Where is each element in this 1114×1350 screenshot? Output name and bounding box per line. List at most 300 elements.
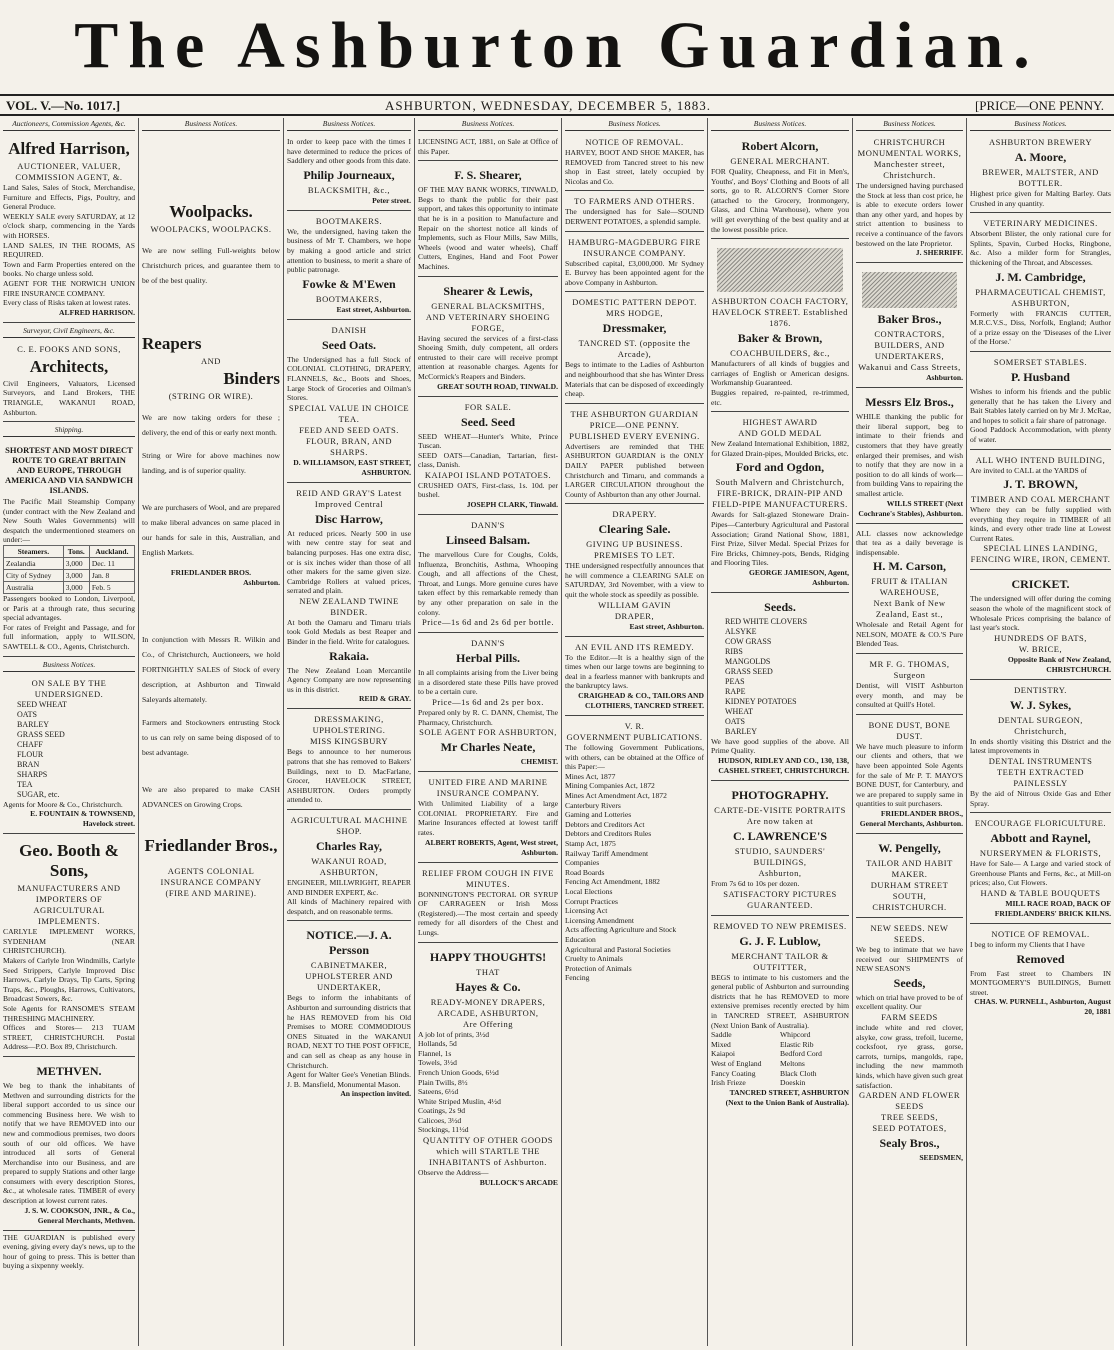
ad-body: The Pacific Mail Steamship Company (under contract with the New Zealand and New South Wales Governments) will despatch the undermentioned steamers on under:— <box>3 497 135 545</box>
ad-body: Have for Sale— A Large and varied stock of Greenhouse Plants and Ferns, &c., at Mill-on prices; also, Cut Flowers. <box>970 859 1111 888</box>
ad-subtitle: Are Offering <box>463 1018 513 1029</box>
ad-subtitle: Wakanui and Cass Streets, <box>858 362 961 373</box>
column-header: Business Notices. <box>565 118 704 131</box>
ad-subtitle: PREMISES TO LET. <box>594 550 675 561</box>
list-item: Elastic Rib <box>780 1039 814 1049</box>
ad-subtitle: TANCRED ST. (opposite the Arcade), <box>578 338 691 360</box>
column-7 <box>853 118 967 1346</box>
ad-subtitle: CABINETMAKER, UPHOLSTERER AND UNDERTAKER, <box>305 960 393 993</box>
ad-brown <box>970 452 1111 571</box>
ad-title: Seed. Seed <box>461 414 515 429</box>
list-item: Irish Frieze <box>711 1078 746 1088</box>
ad-body: The undersigned has for Sale—SOUND DERWENT POTATOES, a splendid sample. <box>565 207 704 226</box>
ad-gavin <box>565 506 704 636</box>
column-header: Business Notices. <box>287 118 411 131</box>
ad-seed <box>418 399 558 516</box>
table-cell: City of Sydney <box>4 570 64 582</box>
table-cell: Feb. 5 <box>89 582 134 594</box>
ad-united <box>418 774 558 862</box>
ad-title: Abbott and Raynel, <box>990 831 1091 846</box>
ad-body: The marvellous Cure for Coughs, Colds, Influenza, Bronchitis, Asthma, Whooping Cough, and all affections of the Chest, Throat, and Lungs. More genuine cures have taken effect by this remarkable remedy than by any other preparation on sale in the colony. <box>418 550 558 617</box>
ad-body: By the aid of Nitrous Oxide Gas and Ether Spray. <box>970 789 1111 808</box>
ad-subtitle: CONTRACTORS, BUILDERS, AND UNDERTAKERS, <box>874 329 945 362</box>
ad-body: At reduced prices. Nearly 500 in use with new centre stay for seat and balancing purposes. Has one extra disc, or is six inches wider than those of all other makers for the same given size. Cambridge Rollers at valued prices, serrated and plain. <box>287 528 411 596</box>
ad-body: Manufacturers of all kinds of buggies and carriages of English or American designs. Workmanship Guaranteed. <box>711 359 849 388</box>
ad-body: Are invited to CALL at the YARDS of <box>970 465 1087 475</box>
ad-title: NOTICE OF REMOVAL. <box>585 137 684 147</box>
list-item: Flannel, 1s <box>418 1048 452 1058</box>
ad-body: CRUSHED OATS, First-class, 1s. 10d. per bushel. <box>418 480 558 500</box>
ad-body: Agents for Moore & Co., Christchurch. <box>3 799 123 809</box>
ad-signature: CRAIGHEAD & CO., TAILORS AND CLOTHIERS, TANCRED STREET. <box>578 691 704 711</box>
ad-subtitle: CARTE-DE-VISITE PORTRAITS <box>714 805 846 816</box>
list-item: Hollands, 5d <box>418 1039 457 1049</box>
table-cell: Zealandia <box>4 558 64 570</box>
table-row <box>4 582 135 594</box>
column-5 <box>562 118 708 1346</box>
ad-subtitle: MISS KINGSBURY <box>309 736 389 747</box>
ad-title: Seeds. <box>764 599 796 614</box>
lublow-list-right <box>780 1030 849 1088</box>
ad-subtitle: DURHAM STREET SOUTH, CHRISTCHURCH. <box>870 880 949 912</box>
ad-subtitle: QUANTITY OF OTHER GOODS which will STARTLE THE INHABITANTS of Ashburton. <box>423 1135 553 1168</box>
ad-seeds <box>711 595 849 781</box>
ad-body: Begs to announce to her numerous patrons that she has removed to Bakers' Buildings, next to D. MacFarlane, Grocer, HAVELOCK STREET, ASHBURTON. Orders promptly attended to. <box>287 747 411 805</box>
ad-subtitle: COACHBUILDERS, &c., <box>730 348 830 359</box>
ad-body: CARLYLE IMPLEMENT WORKS, SYDENHAM (NEAR CHRISTCHURCH). <box>3 927 135 956</box>
ad-body: HARVEY, BOOT AND SHOE MAKER, has REMOVED from Tancred street to his new shop in East street, lately occupied by Nicolas and Co. <box>565 148 704 186</box>
ad-cricket <box>970 572 1111 679</box>
ad-signature: An inspection invited. <box>340 1089 411 1099</box>
ad-subtitle: (FIRE AND MARINE). <box>165 888 257 898</box>
list-item: Saddle <box>711 1030 732 1040</box>
ad-body: Wishes to inform his friends and the public generally that he has taken the Livery and Bait Stables lately carried on by Mr J. McRae, and hopes to solicit a fair share of patronage. <box>970 386 1111 425</box>
ad-body: From 7s 6d to 10s per dozen. <box>711 879 800 889</box>
ad-hayes <box>418 945 558 1192</box>
ad-lublow <box>711 918 849 1112</box>
ad-subtitle: SPECIAL VALUE IN CHOICE TEA. <box>288 402 410 424</box>
list-item: Whipcord <box>780 1030 811 1040</box>
column-header: Auctioneers, Commission Agents, &c. <box>3 118 135 131</box>
ad-subtitle: PUBLISHED EVERY EVENING. <box>569 430 700 441</box>
ad-body: LICENSING ACT, 1881, on Sale at Office of this Paper. <box>418 137 558 156</box>
ad-title: METHVEN. <box>36 1063 102 1078</box>
ad-body: Civil Engineers, Valuators, Licensed Surveyors, and Land Brokers, THE TRIANGLE, WAKANUI ROAD, Ashburton. <box>3 378 135 417</box>
list-item: Meltons <box>780 1059 805 1068</box>
ad-body: SEED WHEAT—Hunter's White, Prince Tuscan. <box>418 431 558 451</box>
list-item: Licensing Amendment <box>565 915 634 925</box>
ad-body: All kinds of Machinery repaired with despatch, and on reasonable terms. <box>287 897 411 916</box>
list-item: PEAS <box>725 676 745 686</box>
ad-subtitle: MANUFACTURERS AND IMPORTERS OF AGRICULTURAL IMPLEMENTS. <box>17 883 121 927</box>
list-item: Education <box>565 934 596 944</box>
table-cell: Australia <box>4 582 64 594</box>
ad-subtitle: GIVING UP BUSINESS. <box>586 539 683 550</box>
ad-body: I beg to inform my Clients that I have <box>970 940 1085 949</box>
ad-title: Reapers <box>142 334 202 353</box>
ad-title: NOTICE OF REMOVAL. <box>991 929 1090 939</box>
ad-thomas <box>856 656 963 715</box>
ad-title: P. Husband <box>1011 369 1070 384</box>
ad-title: Clearing Sale. <box>598 522 671 537</box>
list-item: Mixed <box>711 1039 731 1049</box>
list-item: Debtors and Creditors Rules <box>565 829 652 839</box>
place-date: ASHBURTON, WEDNESDAY, DECEMBER 5, 1883. <box>385 98 711 113</box>
ad-subtitle: AUCTIONEER, VALUER, COMMISSION AGENT, &. <box>15 161 123 182</box>
ad-body: The following Government Publications, with others, can be obtained at the Office of this Paper:— <box>565 743 704 772</box>
ad-sykes <box>970 682 1111 813</box>
ad-title: HAMBURG-MAGDEBURG FIRE INSURANCE COMPANY. <box>568 236 701 258</box>
ad-title: GOVERNMENT PUBLICATIONS. <box>566 732 703 743</box>
ad-subtitle: Are now taken at <box>746 816 814 827</box>
ad-signature: JOSEPH CLARK, Tinwald. <box>466 500 558 510</box>
ad-elz <box>856 390 963 523</box>
ad-title: Friedlander Bros., <box>144 836 278 855</box>
column-header: Business Notices. <box>970 118 1111 131</box>
ad-body: OF THE MAY BANK WORKS, TINWALD, Begs to thank the public for their past support, and takes this opportunity to intimate that he is in a position to Manufacture and Repair on the shortest notice all kinds of Implements, such as Flour Mills, Saw Mills, Wheels (wood and water wheels), Chaff Cutters, Engines, Hand and Foot Power Machines. <box>418 185 558 271</box>
ad-title: H. M. Carson, <box>873 559 946 574</box>
ad-subtitle: TREE SEEDS, <box>881 1112 938 1123</box>
ad-subtitle: KAIAPOI ISLAND POTATOES. <box>424 469 552 480</box>
ad-body: which on trial have proved to be of excellent quality. Our <box>856 992 963 1012</box>
ad-body: Buggies repaired, re-painted, re-trimmed, etc. <box>711 387 849 407</box>
list-item: Corrupt Practices <box>565 896 618 906</box>
ad-body: For rates of Freight and Passage, and for full information, apply to WILSON, SAWTELL & CO., Agents, Christchurch. <box>3 622 135 652</box>
ad-subtitle: AND <box>201 356 221 366</box>
ad-title: ON SALE BY THE UNDERSIGNED. <box>31 677 107 699</box>
column-3 <box>284 118 415 1346</box>
list-item: GRASS SEED <box>725 666 773 676</box>
ad-body: AGENT FOR THE NORWICH UNION FIRE INSURANCE COMPANY. <box>3 278 135 298</box>
ad-photography <box>711 783 849 916</box>
ad-fowke <box>287 213 411 320</box>
sale-item: CHAFF <box>17 739 43 749</box>
ad-body: BEGS to intimate to his customers and the general public of Ashburton and surrounding districts that he has REMOVED to more extensive premises recently erected by him in TANCRED STREET, ASHBURTON (Next Union Bank of Australia). <box>711 972 849 1030</box>
ad-body: We have good supplies of the above. All Prime Quality. <box>711 736 849 756</box>
ad-guardian <box>565 406 704 505</box>
ad-sealy <box>856 920 963 1167</box>
ad-subtitle: DANN'S <box>471 638 505 649</box>
ad-body: In order to keep pace with the times I have determined to reduce the prices of Saddlery and other goods from this date. <box>287 137 411 166</box>
ad-signature: East street, Ashburton. <box>629 621 704 631</box>
ad-title: SOMERSET STABLES. <box>993 356 1088 367</box>
masthead <box>0 0 1114 92</box>
list-item: Kaiapoi <box>711 1049 736 1059</box>
sale-item: SEED WHEAT <box>17 699 67 709</box>
ad-title: DENTISTRY. <box>1014 684 1067 695</box>
ad-subtitle: FLOUR, BRAN, AND SHARPS. <box>306 435 392 457</box>
ad-signature: J. SHERRIFF. <box>915 248 963 258</box>
list-item: Coatings, 2s 9d <box>418 1106 466 1116</box>
ad-subtitle: HAND & TABLE BOUQUETS <box>980 888 1101 898</box>
ad-subtitle: FOR SALE. <box>464 401 512 412</box>
ad-title: Disc Harrow, <box>315 511 383 526</box>
ad-subtitle: REID AND GRAY'S Latest Improved Central <box>296 487 402 509</box>
table-header: Steamers. <box>4 546 64 558</box>
ad-body: Every class of Risks taken at lowest rates. <box>3 298 131 308</box>
ad-title: Mr Charles Neate, <box>440 740 536 755</box>
ad-title: Shearer & Lewis, <box>443 283 533 298</box>
ad-hodge <box>565 294 704 403</box>
ad-subtitle: NEW ZEALAND TWINE BINDER. <box>299 595 399 617</box>
ad-body: Absorbent Blister, the only rational cure for Splints, Spavin, Curbed Hocks, Ringbone, &c. Also a milder form for Strangles, thickening of the Throat, and Abscesses. <box>970 229 1111 267</box>
ad-title: AN EVIL AND ITS REMEDY. <box>575 641 694 652</box>
ad-title: HAPPY THOUGHTS! <box>429 949 547 964</box>
ad-subtitle: South Malvern and Christchurch, <box>715 477 845 488</box>
ad-body: The undersigned having purchased the Stock at less than cost price, he is able to execute orders lower than any other yard, and hopes by strict attention to business to receive a continuance of the favors bestowed on the late Proprietor. <box>856 181 963 248</box>
ad-government <box>565 718 704 987</box>
ad-subtitle: AND VETERINARY SHOEING FORGE, <box>425 311 551 333</box>
list-item: Calicoes, 3½d <box>418 1115 462 1125</box>
ad-title: Baker Bros., <box>877 312 942 327</box>
list-item: WHEAT <box>725 706 753 716</box>
ad-signature: CHAS. W. PURNELL, Ashburton, August 20, 1881 <box>974 997 1111 1017</box>
ad-body: BONNINGTON'S PECTORAL OR SYRUP OF CARRAGEEN or Irish Moss (Registered).—The most certain and speedy remedy for all disorders of the Chest and Lungs. <box>418 889 558 937</box>
ad-body: New Zealand International Exhibition, 1882, for Glazed Drain-pipes, Moulded Bricks, etc. <box>711 439 849 458</box>
table-cell: 3,000 <box>63 558 89 570</box>
ad-shipping <box>3 440 135 657</box>
ad-carson <box>856 526 963 655</box>
ad-body: Dentist, will VISIT Ashburton every month, and may be consulted at Quill's Hotel. <box>856 681 963 710</box>
list-item: Plain Twills, 8½ <box>418 1077 468 1087</box>
table-cell: 3,000 <box>63 570 89 582</box>
ad-subtitle: BREWER, MALTSTER, AND BOTTLER. <box>982 167 1099 188</box>
ad-title: Geo. Booth & Sons, <box>19 841 119 881</box>
ad-title: F. S. Shearer, <box>454 168 522 183</box>
ad-title: CHRISTCHURCH MONUMENTAL WORKS, <box>857 137 962 158</box>
list-item: Companies <box>565 858 600 868</box>
ad-body: Begs to inform the inhabitants of Ashburton and surrounding districts that he HAS REMOVED from his Old Premises to MORE COMMODIOUS ONES Situated in the WAKANUI ROAD, NEXT TO THE POST OFFICE, and can sell as cheap as any house in Christchurch. <box>287 993 411 1070</box>
ad-subtitle: DENTAL INSTRUMENTS <box>988 756 1093 767</box>
ad-body: To the Editor.—It is a healthy sign of the times when our large towns are beginning to deal in a fearless manner with bankrupts and the bankruptcy laws. <box>565 652 704 691</box>
ad-title: VETERINARY MEDICINES. <box>983 218 1098 229</box>
ad-title: Seeds, <box>893 975 926 990</box>
ad-title: PHOTOGRAPHY. <box>731 788 829 803</box>
list-item: Agricultural and Pastoral Societies <box>565 944 671 954</box>
ad-persson <box>287 923 411 1103</box>
list-item: COW GRASS <box>725 636 772 646</box>
ad-subtitle: Ashburton, <box>758 868 802 879</box>
column-header: Business Notices. <box>142 118 280 131</box>
ad-subtitle: SATISFACTORY PICTURES GUARANTEED. <box>723 888 837 910</box>
ad-hamburg <box>565 234 704 293</box>
list-item: Local Elections <box>565 886 613 896</box>
ad-subtitle: GENERAL BLACKSMITHS, <box>431 300 545 311</box>
ad-fooks <box>3 341 135 422</box>
ad-subtitle: Price—1s 6d and 2s per box. <box>432 697 544 707</box>
price: [PRICE—ONE PENNY. <box>974 98 1104 113</box>
ad-baker-bros <box>856 265 963 388</box>
ad-body: String or Wire for above machines now landing, and is of superior quality. <box>142 451 280 475</box>
ad-subtitle: ARCADE, ASHBURTON, <box>437 1007 539 1018</box>
column-header: Business Notices. <box>856 118 963 131</box>
ad-body: Subscribed capital, £3,000,000. Mr Sydney E. Burvey has been appointed agent for the above Company in Ashburton. <box>565 258 704 287</box>
ad-title: BOOTMAKERS. <box>315 215 383 226</box>
ad-body: Offices and Stores— 213 TUAM STREET, CHRISTCHURCH. Postal Address—P.O. Box 89, Christchurch. <box>3 1023 135 1052</box>
ad-body: We are also prepared to make CASH ADVANCES on Growing Crops. <box>142 785 280 809</box>
hearse-illustration <box>862 272 957 308</box>
list-item: BARLEY <box>725 726 757 736</box>
ad-subtitle: DANISH <box>331 324 367 335</box>
list-item: Black Cloth <box>780 1068 817 1078</box>
ad-body: THE undersigned respectfully announces that he will commence a CLEARING SALE on SATURDAY, 3rd November, with a view to quit the whole stock as speedily as possible. <box>565 561 704 600</box>
ad-body: SEED OATS—Canadian, Tartarian, first-class, Danish. <box>418 450 558 470</box>
ad-body: Awards for Salt-glazed Stoneware Drain-Pipes—Canterbury Agricultural and Pastoral Association; Grand National Show, 1881, First Prize, Silver Medal. Special Prizes for Fire Bricks, Chimney-pots, Bends, Ridging and Flooring Tiles. <box>711 510 849 568</box>
ad-title: Alfred Harrison, <box>8 139 130 158</box>
ad-subtitle: (STRING OR WIRE). <box>168 391 254 401</box>
ad-body: Advertisers are reminded that THE ASHBURTON GUARDIAN is the ONLY DAILY PAPER published between Christchurch and Timaru, and commands a LARGER CIRCULATION throughout the County of Ashburton than any other Journal. <box>565 441 704 499</box>
ad-title: J. T. BROWN, <box>1003 477 1078 492</box>
list-item: KIDNEY POTATOES <box>725 696 797 706</box>
ad-signature: GREAT SOUTH ROAD, TINWALD. <box>437 381 558 391</box>
ad-subtitle: Next Bank of New Zealand, East st., <box>873 598 946 620</box>
table-cell: Jan. 8 <box>89 570 134 582</box>
ad-body: Land Sales, Sales of Stock, Merchandise, Furniture and Effects, Pigs, Poultry, and General Produce. <box>3 183 135 212</box>
ad-signature: E. FOUNTAIN & TOWNSEND, Havelock street. <box>30 809 135 829</box>
ad-husband <box>970 354 1111 450</box>
column-4 <box>415 118 562 1346</box>
column-header: Business Notices. <box>418 118 558 131</box>
column-1 <box>0 118 139 1346</box>
list-item: Mines Act Amendment Act, 1872 <box>565 791 667 800</box>
ad-signature: J. S. W. COOKSON, JNR., & Co., General Merchants, Methven. <box>24 1205 135 1225</box>
ad-signature: FRIEDLANDER BROS. <box>170 568 252 577</box>
list-item: Canterbury Rivers <box>565 800 621 810</box>
ad-methven <box>3 1059 135 1231</box>
ad-body: From Fast street to Chambers IN MONTGOMERY'S BUILDINGS, Burnett street. <box>970 968 1111 997</box>
ad-coach-factory <box>711 241 849 412</box>
ad-body: We have much pleasure to inform our clients and others, that we have been appointed Sole Agents for the sale of Mr P. T. MAYO'S BONE DUST, for Canterbury, and we are prepared to supply same in quantities to suit purchasers. <box>856 741 963 809</box>
ad-signature: HUDSON, RIDLEY AND CO., 130, 138, CASHEL STREET, CHRISTCHURCH. <box>718 756 849 776</box>
dateline <box>0 94 1114 116</box>
list-item: Fancy Coating <box>711 1068 756 1078</box>
ad-body: Passengers booked to London, Liverpool, or Paris at a through rate, thus securing special advantages. <box>3 594 135 623</box>
ad-title: Removed <box>1016 951 1065 966</box>
ad-body: The Undersigned has a full Stock of COLONIAL CLOTHING, DRAPERY, FLANNELS, &c., Boots and Shoes, Large Stock of Groceries and Oilman's Stores. <box>287 354 411 403</box>
ad-body: We are purchasers of Wool, and are prepared to make liberal advances on same placed in our hands for sale in this, Australian, and English Markets. <box>142 503 280 557</box>
ad-body: In conjunction with Messrs R. Wilkin and Co., of Christchurch, Auctioneers, we hold FORTNIGHTLY SALES of Stock of every description, at Ashburton and Tinwald Saleyards alternately. <box>142 635 280 704</box>
ad-title: Woolpacks. <box>169 202 253 221</box>
ad-title: Herbal Pills. <box>456 651 520 666</box>
table-header: Auckland. <box>89 546 134 558</box>
ad-body: We beg to intimate that we have received our SHIPMENTS of NEW SEASON'S <box>856 945 963 974</box>
ad-body: Makers of Carlyle Iron Windmills, Carlyle Seed Strippers, Carlyle Improved Disc Harrows, Carlyle Drays, Tip Carts, Spring Traps, &c., Ploughs, Harrows, Cultivators, Broadcast Sowers, &c. <box>3 956 135 1004</box>
ad-subtitle: DRAPERY. <box>612 509 657 520</box>
ad-body: The undersigned will offer during the coming season the whole of the magnificent stock of Wholesale Prices comprising the balance of last year's stock. <box>970 594 1111 633</box>
ad-subtitle: MRS HODGE, <box>606 308 663 319</box>
ad-place: Ashburton. <box>243 578 280 587</box>
ad-signature: ALFRED HARRISON. <box>59 307 135 317</box>
ad-title: TO FARMERS AND OTHERS. <box>574 196 695 207</box>
ad-journeaux <box>287 134 411 211</box>
ad-body: LAND SALES, IN THE ROOMS, AS REQUIRED. <box>3 240 135 260</box>
ad-title: DRESSMAKING, UPHOLSTERING. <box>312 714 386 736</box>
ad-subtitle: THAT <box>476 966 500 977</box>
ad-licence <box>418 134 558 161</box>
ad-subtitle: WILLIAM GAVIN <box>598 599 671 610</box>
ad-body: In ends shortly visiting this District and the latest improvements in <box>970 736 1111 756</box>
ad-signature: SEEDSMEN, <box>919 1153 963 1163</box>
ad-subtitle: HAVELOCK STREET. Established 1876. <box>712 307 848 329</box>
ad-title: J. M. Cambridge, <box>995 269 1086 284</box>
list-item: RIBS <box>725 646 743 656</box>
ad-body: Town and Farm Properties entered on the books. No charge unless sold. <box>3 259 135 279</box>
ad-subtitle: TIMBER AND COAL MERCHANT <box>971 494 1110 505</box>
ad-body: Sole Agents for RANSOME'S STEAM THRESHING MACHINERY. <box>3 1003 135 1023</box>
table-row <box>4 558 135 570</box>
ad-title: ALL WHO INTEND BUILDING, <box>975 454 1106 465</box>
ad-subtitle: PHARMACEUTICAL CHEMIST, ASHBURTON, <box>975 286 1106 308</box>
ad-body: We beg to thank the inhabitants of Methven and surrounding districts for the liberal support accorded to us since our commencing Business here. We wish to notify that we have REMOVED into our new and commodious premises, two doors south of our old offices. We have introduced all sorts of General Merchandise into our Business, and are prepared to supply Stations and other large consumers with every description Stores, &c., at wholesale rates. TIMBER of every description at lowest current rates. <box>3 1080 135 1206</box>
list-item: Protection of Animals <box>565 963 632 973</box>
sale-item: SHARPS <box>17 769 48 779</box>
sale-item: OATS <box>17 709 38 719</box>
ad-subtitle: FARM SEEDS <box>881 1011 938 1022</box>
ad-subtitle: PRICE—ONE PENNY. <box>589 419 680 430</box>
ad-bone-dust <box>856 717 963 834</box>
ad-subtitle: Manchester street, Christchurch. <box>873 159 946 180</box>
list-item: Gaming and Lotteries <box>565 810 632 820</box>
list-item: Licensing Act <box>565 906 608 916</box>
ad-body: include white and red clover, alsyke, cow grass, trefoil, lucerne, cocksfoot, rye grass, gorse, carrots, turnips, mangolds, rape, including the new mammoth kinds, which have given such great satisfaction. <box>856 1022 963 1090</box>
list-item: RAPE <box>725 686 746 696</box>
list-item: A job lot of prints, 3½d <box>418 1029 490 1039</box>
list-item: Fencing <box>565 973 590 983</box>
ad-shearer-lewis <box>418 279 558 397</box>
ad-subtitle: GARDEN AND FLOWER SEEDS <box>858 1090 961 1112</box>
lublow-list-left <box>711 1030 780 1088</box>
ad-moore <box>970 134 1111 213</box>
ad-relief <box>418 865 558 943</box>
ad-body: WHILE thanking the public for their liberal support, beg to intimate to their friends and customers that they have greatly enlarged their premises, and wish to notify that they are now in a position to do all kinds of work—from building Vans to repairing the smallest article. <box>856 412 963 498</box>
ad-subtitle: READY-MONEY DRAPERS, <box>430 996 546 1007</box>
ad-subtitle: GENERAL MERCHANT. <box>730 156 830 166</box>
ad-title: DOMESTIC PATTERN DEPOT. <box>572 297 697 308</box>
ad-title: Dressmaker, <box>602 321 667 336</box>
ad-signature: Ashburton. <box>926 373 963 383</box>
list-item: Doeskin <box>780 1078 806 1088</box>
ad-signature: East street, Ashburton. <box>336 304 411 314</box>
coach-illustration <box>717 248 843 292</box>
ad-signature: BULLOCK'S ARCADE <box>479 1177 558 1187</box>
ad-title: THE ASHBURTON GUARDIAN <box>570 408 699 419</box>
ad-title: Rakaia. <box>329 648 369 663</box>
list-item: West of England <box>711 1059 762 1068</box>
list-item: Acts affecting Agriculture and Stock <box>565 925 677 935</box>
sale-item: SUGAR, etc. <box>17 789 60 799</box>
sale-item: FLOUR <box>17 749 44 759</box>
ad-title: Hayes & Co. <box>455 979 521 994</box>
ad-title: W. J. Sykes, <box>1009 697 1072 712</box>
ad-purnell <box>970 926 1111 1021</box>
section-header: Surveyor, Civil Engineers, &c. <box>3 325 135 338</box>
ad-title: CRICKET. <box>1011 577 1070 592</box>
ad-subtitle: BOOTMAKERS, <box>315 293 383 304</box>
ad-monumental <box>856 134 963 263</box>
list-item: Debtors and Creditors Act <box>565 819 645 829</box>
column-8 <box>967 118 1114 1346</box>
ad-subtitle: V. R. <box>624 721 645 732</box>
sale-item: BARLEY <box>17 719 49 729</box>
ad-title: Ford and Ogdon, <box>735 460 825 475</box>
ad-body: We, the undersigned, having taken the business of Mr T. Chambers, we hope by making a good article and strict attention to business, to merit a share of public patronage. <box>287 226 411 275</box>
ad-body: Formerly with FRANCIS CUTTER, M.R.C.V.S., Diss, Norfolk, England; Author of a prize essay on the 'Diseases of the Liver of the Horse.' <box>970 308 1111 347</box>
ad-subtitle: STUDIO, SAUNDERS' BUILDINGS, <box>734 846 826 868</box>
ad-title: Sealy Bros., <box>879 1136 940 1151</box>
list-item: Mining Companies Act, 1872 <box>565 781 655 791</box>
ad-subtitle: DANN'S <box>471 520 505 531</box>
ad-body: At both the Oamaru and Timaru trials took Gold Medals as best Reaper and Binder in the field. Write for catalogues. <box>287 617 411 647</box>
